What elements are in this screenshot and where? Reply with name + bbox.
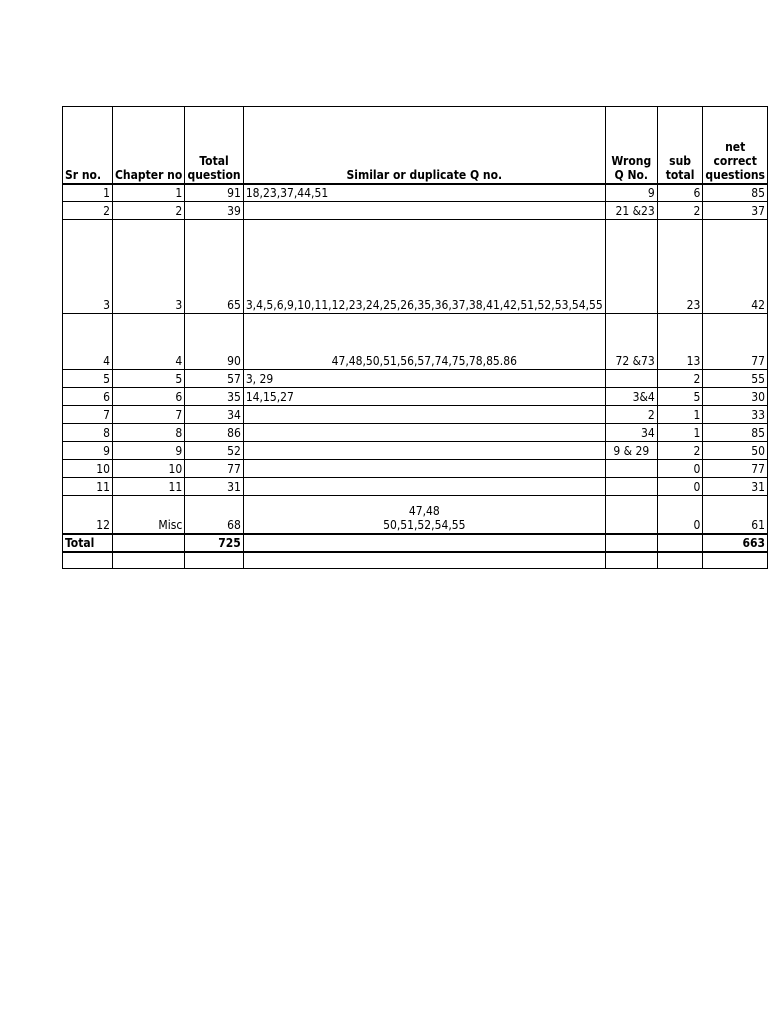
cell-sr[interactable]: 4 — [63, 314, 113, 370]
cell-chapter[interactable]: 9 — [112, 442, 184, 460]
cell-similar[interactable]: 3, 29 — [243, 370, 605, 388]
cell-similar[interactable] — [243, 424, 605, 442]
cell-net[interactable]: 33 — [703, 406, 768, 424]
cell-chapter[interactable]: 11 — [112, 478, 184, 496]
cell-chapter[interactable]: 4 — [112, 314, 184, 370]
empty-cell[interactable] — [605, 552, 657, 569]
cell-sr[interactable]: 9 — [63, 442, 113, 460]
empty-cell[interactable] — [657, 534, 703, 552]
cell-wrong[interactable] — [605, 496, 657, 534]
cell-sub-total[interactable]: 0 — [657, 496, 703, 534]
total-label[interactable]: Total — [63, 534, 113, 552]
cell-sub-total[interactable]: 1 — [657, 406, 703, 424]
header-chapter-no[interactable]: Chapter no — [112, 107, 184, 184]
cell-similar[interactable]: 47,48,50,51,56,57,74,75,78,85.86 — [243, 314, 605, 370]
table-row — [63, 388, 768, 406]
cell-sr[interactable]: 2 — [63, 202, 113, 220]
cell-sr[interactable]: 3 — [63, 220, 113, 314]
cell-sub-total[interactable]: 0 — [657, 460, 703, 478]
cell-wrong[interactable]: 21 &23 — [605, 202, 657, 220]
cell-chapter[interactable]: 5 — [112, 370, 184, 388]
cell-chapter[interactable]: Misc — [112, 496, 184, 534]
cell-total[interactable]: 57 — [185, 370, 244, 388]
chapter-question-table — [62, 106, 768, 569]
cell-net[interactable]: 85 — [703, 424, 768, 442]
cell-similar[interactable]: 18,23,37,44,51 — [243, 184, 605, 202]
cell-wrong[interactable]: 34 — [605, 424, 657, 442]
header-net-correct[interactable]: net correct questions — [703, 107, 768, 184]
header-row — [63, 107, 768, 184]
empty-cell[interactable] — [112, 552, 184, 569]
cell-total[interactable]: 34 — [185, 406, 244, 424]
empty-cell[interactable] — [243, 534, 605, 552]
empty-cell[interactable] — [112, 534, 184, 552]
cell-total[interactable]: 65 — [185, 220, 244, 314]
cell-wrong[interactable] — [605, 460, 657, 478]
similar-line: 50,51,52,54,55 — [383, 517, 466, 532]
cell-total[interactable]: 91 — [185, 184, 244, 202]
cell-wrong[interactable] — [605, 370, 657, 388]
cell-net[interactable]: 55 — [703, 370, 768, 388]
table-row — [63, 184, 768, 202]
similar-line: 47,48 — [408, 503, 440, 518]
cell-similar[interactable] — [243, 202, 605, 220]
cell-sub-total[interactable]: 2 — [657, 202, 703, 220]
empty-cell[interactable] — [185, 552, 244, 569]
cell-similar[interactable] — [243, 442, 605, 460]
table-row — [63, 442, 768, 460]
cell-total[interactable]: 68 — [185, 496, 244, 534]
cell-total[interactable]: 39 — [185, 202, 244, 220]
cell-net[interactable]: 50 — [703, 442, 768, 460]
total-net-correct[interactable]: 663 — [703, 534, 768, 552]
total-row — [63, 534, 768, 552]
cell-sr[interactable]: 7 — [63, 406, 113, 424]
cell-wrong[interactable]: 9 & 29 — [605, 442, 657, 460]
cell-total[interactable]: 90 — [185, 314, 244, 370]
cell-wrong[interactable]: 9 — [605, 184, 657, 202]
cell-net[interactable]: 30 — [703, 388, 768, 406]
cell-sr[interactable]: 8 — [63, 424, 113, 442]
table-row — [63, 314, 768, 370]
cell-sub-total[interactable]: 1 — [657, 424, 703, 442]
cell-total[interactable]: 77 — [185, 460, 244, 478]
cell-sr[interactable]: 11 — [63, 478, 113, 496]
cell-sr[interactable]: 12 — [63, 496, 113, 534]
empty-cell[interactable] — [657, 552, 703, 569]
header-total-question[interactable]: Total question — [185, 107, 244, 184]
table-row — [63, 406, 768, 424]
cell-net[interactable]: 31 — [703, 478, 768, 496]
cell-sr[interactable]: 6 — [63, 388, 113, 406]
table-row — [63, 478, 768, 496]
cell-similar[interactable] — [243, 478, 605, 496]
cell-sub-total[interactable]: 5 — [657, 388, 703, 406]
cell-sr[interactable]: 10 — [63, 460, 113, 478]
cell-total[interactable]: 52 — [185, 442, 244, 460]
cell-sr[interactable]: 1 — [63, 184, 113, 202]
empty-cell[interactable] — [703, 552, 768, 569]
cell-wrong[interactable]: 2 — [605, 406, 657, 424]
cell-sub-total[interactable]: 13 — [657, 314, 703, 370]
cell-wrong[interactable] — [605, 478, 657, 496]
cell-net[interactable]: 85 — [703, 184, 768, 202]
cell-similar[interactable] — [243, 460, 605, 478]
total-questions[interactable]: 725 — [185, 534, 244, 552]
table-row — [63, 220, 768, 314]
cell-similar[interactable]: 14,15,27 — [243, 388, 605, 406]
cell-chapter[interactable]: 3 — [112, 220, 184, 314]
cell-total[interactable]: 31 — [185, 478, 244, 496]
cell-similar[interactable] — [243, 406, 605, 424]
table-row — [63, 496, 768, 534]
header-sr-no[interactable]: Sr no. — [63, 107, 113, 184]
header-wrong-q[interactable]: Wrong Q No. — [605, 107, 657, 184]
cell-net[interactable]: 77 — [703, 460, 768, 478]
table-row — [63, 424, 768, 442]
cell-net[interactable]: 61 — [703, 496, 768, 534]
cell-wrong[interactable]: 3&4 — [605, 388, 657, 406]
table-row — [63, 460, 768, 478]
cell-wrong[interactable]: 72 &73 — [605, 314, 657, 370]
cell-sr[interactable]: 5 — [63, 370, 113, 388]
cell-wrong[interactable] — [605, 220, 657, 314]
cell-sub-total[interactable]: 2 — [657, 370, 703, 388]
empty-cell[interactable] — [605, 534, 657, 552]
cell-total[interactable]: 35 — [185, 388, 244, 406]
cell-chapter[interactable]: 8 — [112, 424, 184, 442]
cell-chapter[interactable]: 1 — [112, 184, 184, 202]
empty-row — [63, 552, 768, 569]
cell-chapter[interactable]: 7 — [112, 406, 184, 424]
table-row — [63, 202, 768, 220]
cell-sub-total[interactable]: 23 — [657, 220, 703, 314]
table-row — [63, 370, 768, 388]
header-similar-duplicate[interactable]: Similar or duplicate Q no. — [243, 107, 605, 184]
cell-sub-total[interactable]: 6 — [657, 184, 703, 202]
header-sub-total[interactable]: sub total — [657, 107, 703, 184]
cell-net[interactable]: 37 — [703, 202, 768, 220]
cell-sub-total[interactable]: 2 — [657, 442, 703, 460]
cell-net[interactable]: 77 — [703, 314, 768, 370]
cell-net[interactable]: 42 — [703, 220, 768, 314]
cell-chapter[interactable]: 2 — [112, 202, 184, 220]
cell-similar[interactable]: 3,4,5,6,9,10,11,12,23,24,25,26,35,36,37,38,41,42,51,52,53,54,55 — [243, 220, 605, 314]
empty-cell[interactable] — [63, 552, 113, 569]
cell-chapter[interactable]: 6 — [112, 388, 184, 406]
cell-similar[interactable] — [243, 496, 605, 534]
cell-sub-total[interactable]: 0 — [657, 478, 703, 496]
empty-cell[interactable] — [243, 552, 605, 569]
cell-total[interactable]: 86 — [185, 424, 244, 442]
cell-chapter[interactable]: 10 — [112, 460, 184, 478]
